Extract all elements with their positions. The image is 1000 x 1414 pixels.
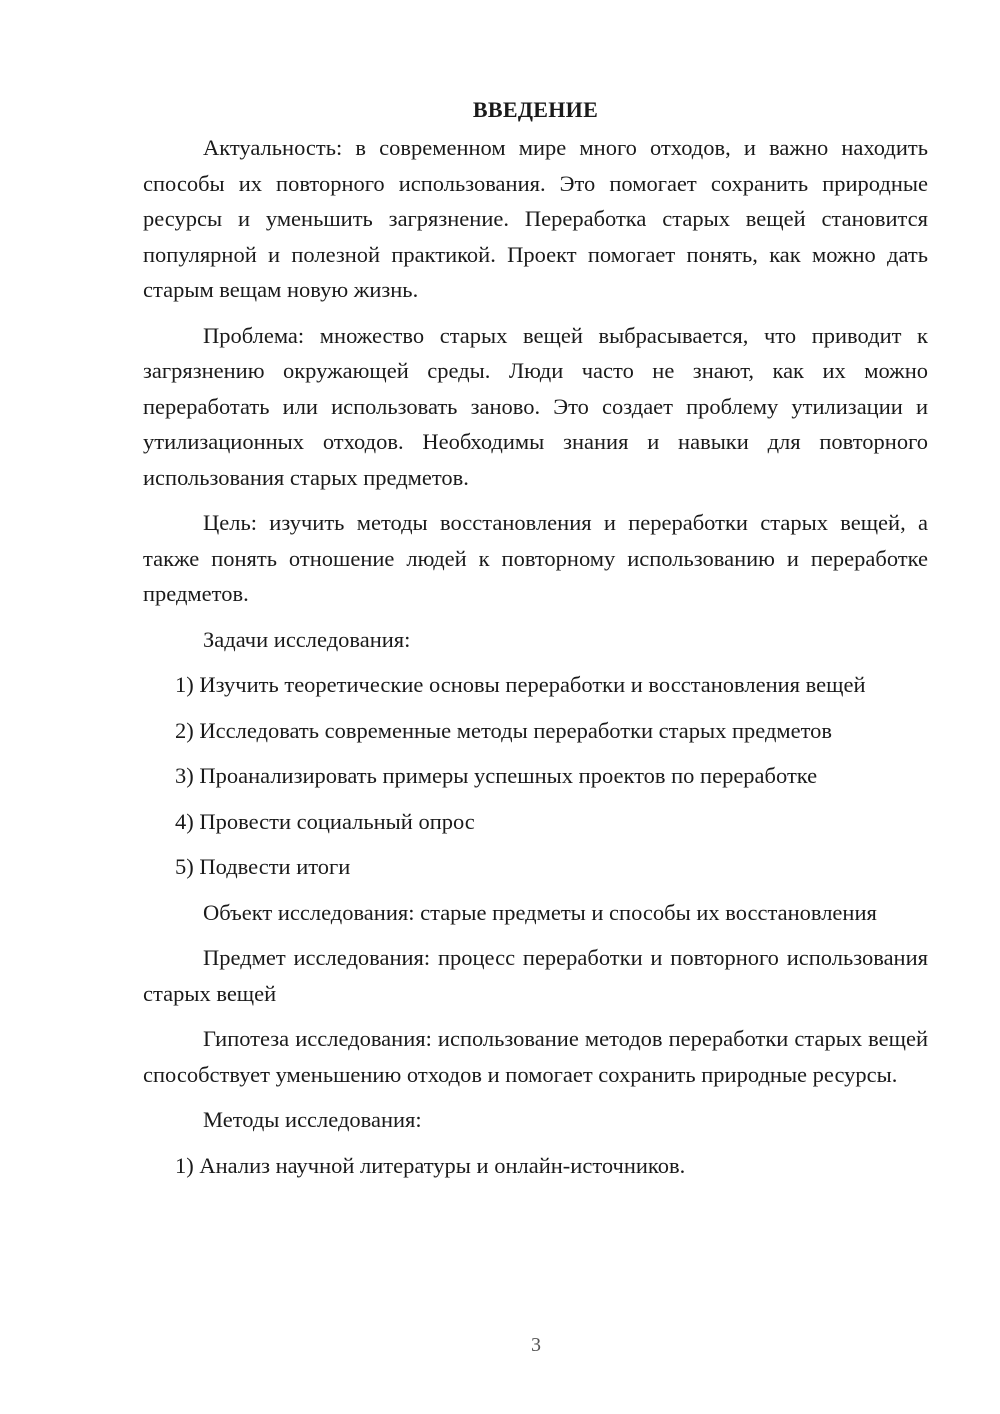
object-paragraph: Объект исследования: старые предметы и способы их восстановления — [203, 899, 877, 925]
page-number: 3 — [531, 1334, 541, 1356]
goal-paragraph: Цель: изучить методы восстановления и переработки старых вещей, а также понять отношение людей к повторному использованию и переработке предметов. — [143, 510, 928, 606]
subject-paragraph: Предмет исследования: процесс переработки и повторного использования старых вещей — [143, 945, 928, 1006]
task-item-4: 4) Провести социальный опрос — [175, 808, 475, 834]
task-item-3: 3) Проанализировать примеры успешных проектов по переработке — [175, 763, 818, 788]
task-item-2: 2) Исследовать современные методы переработки старых предметов — [175, 717, 833, 743]
document-page — [143, 94, 928, 1193]
relevance-paragraph: Актуальность: в современном мире много отходов, и важно находить способы их повторного использования. Это помогает сохранить природные ресурсы и уменьшить загрязнение. Переработка старых вещей становится популярной и полезной практикой. Проект помогает понять, как можно дать старым вещам новую жизнь. — [143, 135, 928, 302]
hypothesis-paragraph: Гипотеза исследования: использование методов переработки старых вещей способствует уменьшению отходов и помогает сохранить природные ресурсы. — [143, 1026, 928, 1087]
tasks-heading: Задачи исследования: — [203, 626, 411, 652]
method-item-1: 1) Анализ научной литературы и онлайн-источников. — [175, 1152, 686, 1178]
task-item-1: 1) Изучить теоретические основы переработки и восстановления вещей — [175, 672, 866, 697]
problem-paragraph: Проблема: множество старых вещей выбрасывается, что приводит к загрязнению окружающей среды. Люди часто не знают, как их можно переработать или использовать заново. Это создает проблему утилизации и утилизационных отходов. Необходимы знания и навыки для повторного использования старых предметов. — [143, 322, 928, 490]
page-title: ВВЕДЕНИЕ — [472, 97, 599, 122]
task-item-5: 5) Подвести итоги — [175, 854, 351, 879]
methods-heading: Методы исследования: — [203, 1107, 422, 1132]
